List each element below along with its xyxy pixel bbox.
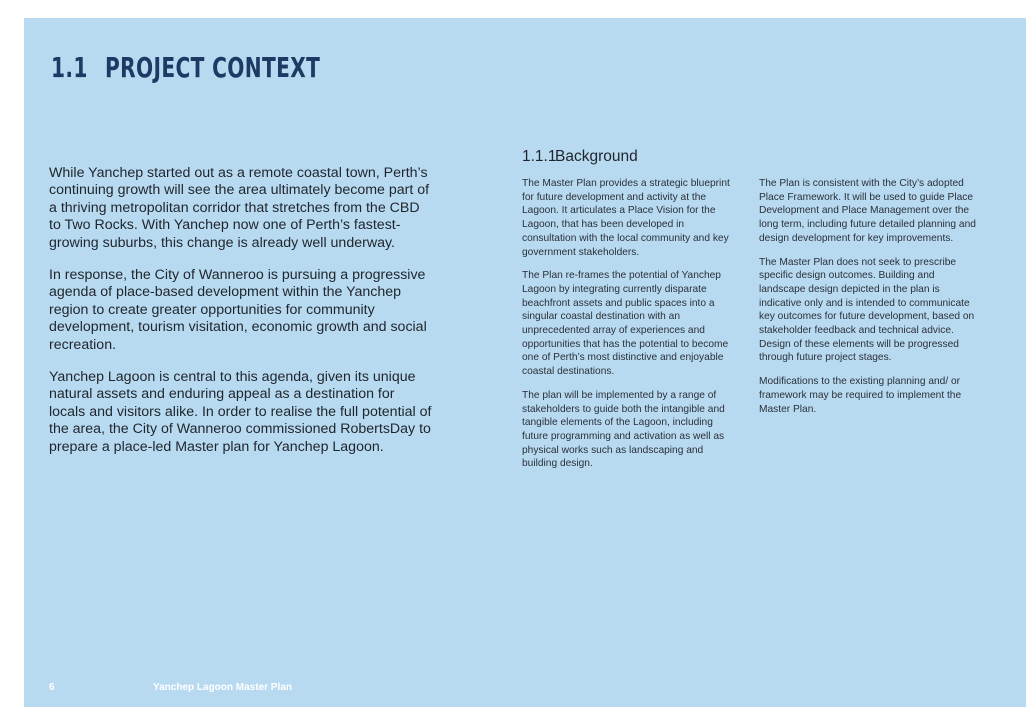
subsection-heading [522,148,638,166]
body-paragraph: The Master Plan provides a strategic blueprint for future development and activity at the Lagoon. It articulates a Place Vision for the Lagoon, that has been developed in consultation with the local community and key government stakeholders. [522,178,730,258]
body-paragraph: The plan will be implemented by a range of stakeholders to guide both the intangible and tangible elements of the Lagoon, including future programming and activation as well as physical works such as landscaping and building design. [522,389,725,470]
footer-page-number: 6 [49,682,55,693]
section-heading-number: 1.1 [51,51,88,84]
body-paragraph: Modifications to the existing planning and/ or framework may be required to implement the Master Plan. [759,376,962,415]
intro-paragraph: In response, the City of Wanneroo is pursuing a progressive agenda of place-based development within the Yanchep region to create greater opportunities for community development, tourism visitation, economic growth and social recreation. [49,267,427,353]
subsection-heading-title: Background [555,148,638,165]
section-heading-title: PROJECT CONTEXT [105,51,321,84]
body-paragraph: The Plan re-frames the potential of Yanchep Lagoon by integrating currently disparate beachfront assets and public spaces into a singular coastal destination with an unprecedented array of experiences and opportunities that has the potential to become one of Perth’s most distinctive and enjoyable coastal destinations. [522,270,729,378]
document-page [24,18,1026,707]
footer-document-title: Yanchep Lagoon Master Plan [153,682,292,693]
background-left-column [522,177,740,481]
intro-paragraph: While Yanchep started out as a remote coastal town, Perth’s continuing growth will see the area ultimately become part of a thriving metropolitan corridor that stretches from the CBD to Two Rocks. With Yanchep now one of Perth’s fastest-growing suburbs, this change is already well underway. [49,165,430,251]
body-paragraph: The Plan is consistent with the City’s adopted Place Framework. It will be used to guide Place Development and Place Management over the long term, including future detailed planning and design development for key improvements. [759,178,976,244]
intro-text [49,165,434,471]
section-heading [51,48,320,88]
background-right-column [759,177,981,426]
subsection-heading-number: 1.1.1 [522,148,557,165]
body-paragraph: The Master Plan does not seek to prescribe specific design outcomes. Building and landscape design depicted in the plan is indicative only and is intended to communicate key outcomes for future development, based on stakeholder feedback and technical advice. Design of these elements will be progressed through future project stages. [759,256,975,364]
intro-paragraph: Yanchep Lagoon is central to this agenda, given its unique natural assets and enduring appeal as a destination for locals and visitors alike. In order to realise the full potential of the area, the City of Wanneroo commissioned RobertsDay to prepare a place-led Master plan for Yanchep Lagoon. [49,369,432,455]
